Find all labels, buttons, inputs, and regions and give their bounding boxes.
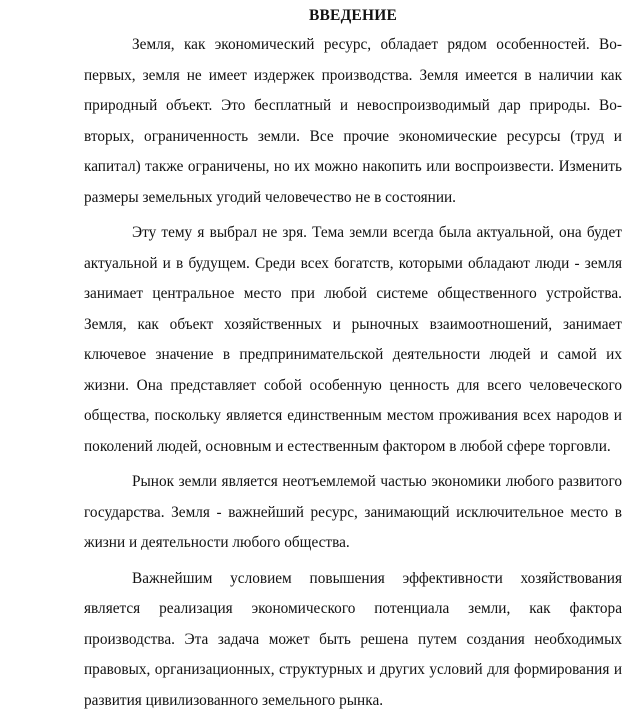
paragraph-efficiency-condition: Важнейшим условием повышения эффективности хозяйствования является реализация экономического потенциала земли, как фактора производства. Эта задача может быть решена путем создания необходимых правовых, организационных, структурных и других условий для формирования и развития цивилизованного земельного рынка. [84, 564, 622, 716]
paragraph-land-features: Земля, как экономический ресурс, обладает рядом особенностей. Во-первых, земля не имеет издержек производства. Земля имеется в наличии как природный объект. Это бесплатный и невоспроизводимый дар природы. Во-вторых, ограниченность земли. Все прочие экономические ресурсы (труд и капитал) также ограничены, но их можно накопить или воспроизвести. Изменить размеры земельных угодий человечество не в состоянии. [84, 30, 622, 213]
paragraph-topic-relevance: Эту тему я выбрал не зря. Тема земли всегда была актуальной, она будет актуальной и в будущем. Среди всех богатств, которыми обладают люди - земля занимает центральное место при любой системе общественного устройства. Земля, как объект хозяйственных и рыночных взаимоотношений, занимает ключевое значение в предпринимательской деятельности людей и самой их жизни. Она представляет собой особенную ценность для всего человеческого общества, поскольку является единственным местом проживания всех народов и поколений людей, основным и естественным фактором в любой сфере торговли. [84, 218, 622, 462]
paragraph-land-market: Рынок земли является неотъемлемой частью экономики любого развитого государства. Земля - важнейший ресурс, занимающий исключительное место в жизни и деятельности любого общества. [84, 467, 622, 559]
document-title: ВВЕДЕНИЕ [84, 7, 622, 25]
